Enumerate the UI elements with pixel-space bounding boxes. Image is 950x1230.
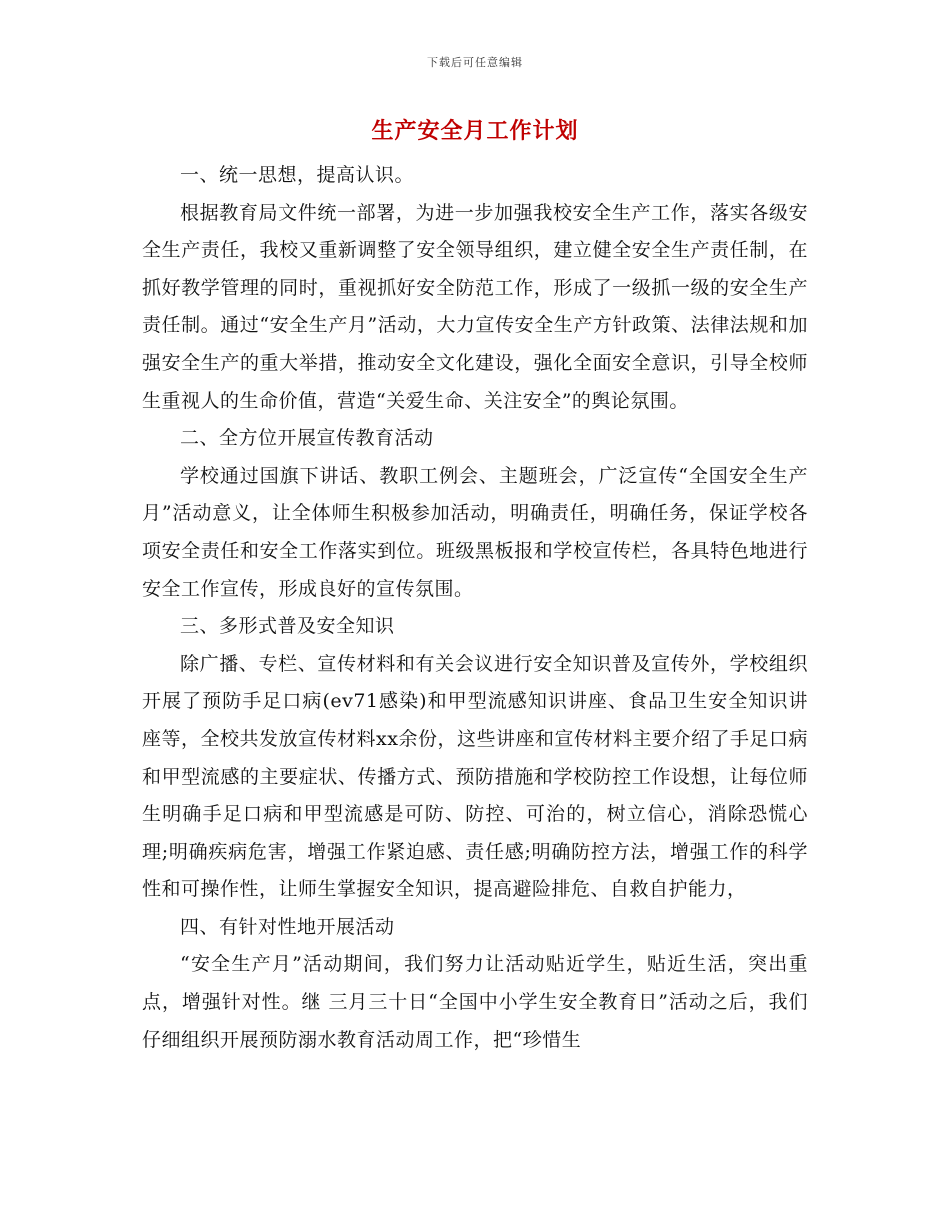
section-paragraph-2: 学校通过国旗下讲话、教职工例会、主题班会，广泛宣传“全国安全生产月”活动意义，让全体师生积极参加活动，明确责任，明确任务，保证学校各项安全责任和安全工作落实到位。班级黑板报和学校宣传栏，各具特色地进行安全工作宣传，形成良好的宣传氛围。 xyxy=(142,464,808,600)
section-paragraph-3: 除广播、专栏、宣传材料和有关会议进行安全知识普及宣传外，学校组织开展了预防手足口病(ev71感染)和甲型流感知识讲座、食品卫生安全知识讲座等，全校共发放宣传材料xx余份，这些讲座和宣传材料主要介绍了手足口病和甲型流感的主要症状、传播方式、预防措施和学校防控工作设想，让每位师生明确手足口病和甲型流感是可防、防控、可治的，树立信心，消除恐慌心理;明确疾病危害，增强工作紧迫感、责任感;明确防控方法，增强工作的科学性和可操作性，让师生掌握安全知识，提高避险排危、自救自护能力， xyxy=(142,652,808,901)
section-heading-1: 一、统一思想，提高认识。 xyxy=(180,164,415,186)
section-heading-3: 三、多形式普及安全知识 xyxy=(180,615,395,638)
section-paragraph-1: 根据教育局文件统一部署，为进一步加强我校安全生产工作，落实各级安全生产责任，我校又重新调整了安全领导组织，建立健全安全生产责任制，在抓好教学管理的同时，重视抓好安全防范工作，形成了一级抓一级的安全生产责任制。通过“安全生产月”活动，大力宣传安全生产方针政策、法律法规和加强安全生产的重大举措，推动安全文化建设，强化全面安全意识，引导全校师生重视人的生命价值，营造“关爱生命、关注安全”的舆论氛围。 xyxy=(142,201,808,412)
document-title: 生产安全月工作计划 xyxy=(371,118,579,144)
document-body xyxy=(142,157,808,1059)
section-heading-4: 四、有针对性地开展活动 xyxy=(180,915,395,938)
section-paragraph-4: “安全生产月”活动期间，我们努力让活动贴近学生，贴近生活，突出重点，增强针对性。继 三月三十日“全国中小学生安全教育日”活动之后，我们仔细组织开展预防溺水教育活动周工作，把“珍惜生 xyxy=(142,953,808,1051)
section-heading-2: 二、全方位开展宣传教育活动 xyxy=(180,427,434,450)
download-note: 下载后可任意编辑 xyxy=(427,56,523,69)
